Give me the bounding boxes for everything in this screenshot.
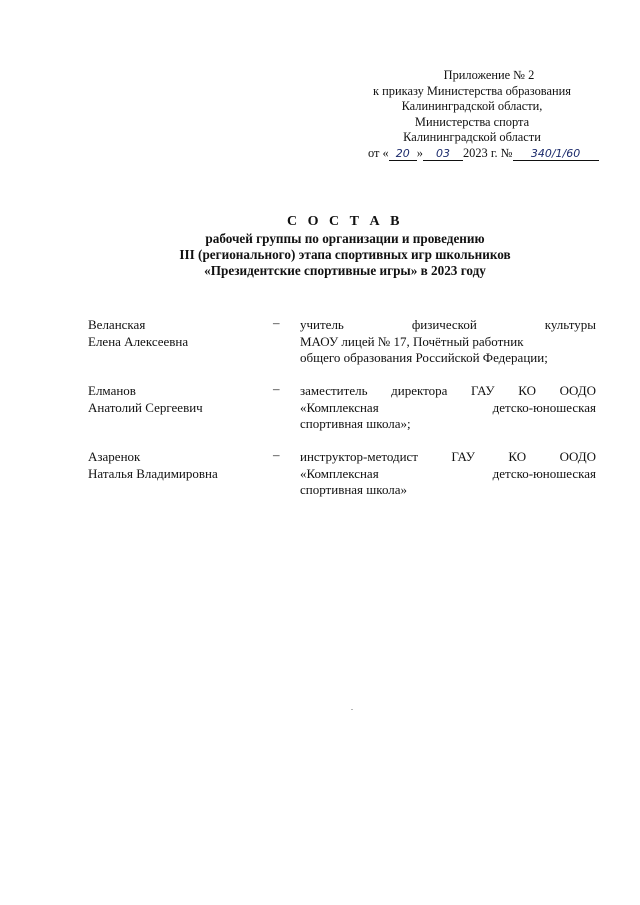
position-line: «Комплексная детско-юношеская [300,465,596,481]
position-line: заместитель директора ГАУ КО ООДО [300,383,596,398]
position-line: спортивная школа» [300,482,408,497]
appendix-line: Приложение № 2 [443,68,535,82]
position-line: «Комплексная детско-юношеская [300,399,596,415]
order-year: 2023 г. № [462,145,513,160]
member-name [88,383,268,416]
title-line: рабочей группы по организации и проведению [205,231,485,246]
appendix-header [340,68,604,162]
dash: – [273,381,280,396]
position-line: спортивная школа»; [300,416,411,431]
scan-speck [351,709,353,710]
member-surname: Азаренок [88,449,141,464]
position-line: учитель физической культуры [300,317,596,332]
position-line: МАОУ лицей № 17, Почётный работник [300,333,524,349]
member-given-name: Анатолий Сергеевич [88,399,203,415]
member-surname: Веланская [88,317,146,332]
order-prefix: от « [368,145,389,160]
appendix-line: к приказу Министерства образования [373,83,571,98]
member-row [88,317,604,383]
title-line: «Президентские спортивные игры» в 2023 году [204,263,486,279]
document-title [60,213,630,280]
position-line: инструктор-методист ГАУ КО ООДО [300,449,596,464]
order-day-handwritten: 20 [389,148,417,161]
dash: – [273,315,280,330]
position-line: общего образования Российской Федерации; [300,350,548,365]
appendix-line: Калининградской области [403,130,541,145]
member-row [88,383,604,449]
appendix-line: Калининградской области, [401,99,543,114]
member-position [300,383,596,433]
order-sep: » [416,145,423,160]
title-line: III (регионального) этапа спортивных игр школьников [179,247,511,263]
member-given-name: Елена Алексеевна [88,333,189,349]
member-position [300,449,596,499]
member-surname: Елманов [88,383,136,398]
member-name [88,449,268,482]
member-position [300,317,596,367]
title-main: С О С Т А В [287,214,403,229]
appendix-line: Министерства спорта [414,114,530,129]
order-date-number [340,146,604,162]
member-row [88,449,604,515]
member-name [88,317,268,350]
dash: – [273,447,280,462]
order-month-handwritten: 03 [423,148,463,161]
order-number-handwritten: 340/1/60 [513,148,599,161]
member-given-name: Наталья Владимировна [88,465,218,481]
members-list [88,317,604,515]
